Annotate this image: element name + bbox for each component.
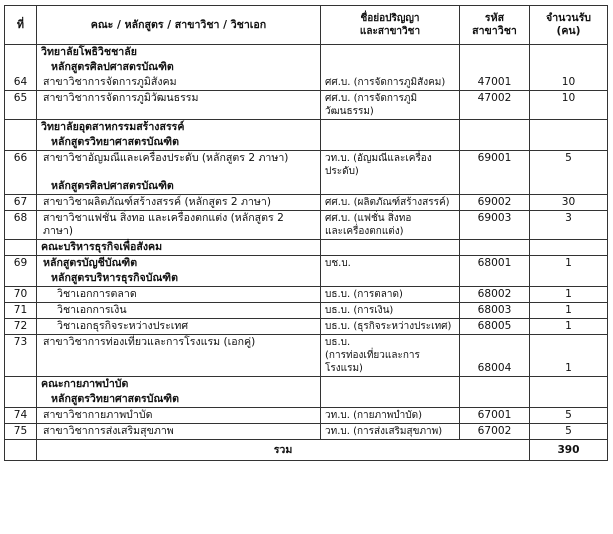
cell-empty bbox=[530, 240, 608, 256]
degree-abbrev bbox=[321, 303, 460, 319]
degree-line1: วท.บ. (อัญมณีและเครื่องประดับ) bbox=[325, 153, 432, 177]
admission-count: 5 bbox=[530, 408, 608, 424]
cell-empty bbox=[460, 271, 530, 287]
major-code: 67001 bbox=[460, 408, 530, 424]
program-name: หลักสูตรวิทยาศาสตรบัณฑิต bbox=[37, 392, 321, 408]
table-row bbox=[5, 303, 608, 319]
faculty-name: คณะบริหารธุรกิจเพื่อสังคม bbox=[37, 240, 321, 256]
degree-abbrev bbox=[321, 424, 460, 440]
degree-line1: วท.บ. (กายภาพบำบัด) bbox=[325, 410, 423, 421]
header-no: ที่ bbox=[5, 6, 37, 45]
header-count bbox=[530, 6, 608, 45]
total-label: รวม bbox=[37, 440, 530, 461]
table-row bbox=[5, 287, 608, 303]
admission-count: 1 bbox=[530, 335, 608, 377]
major-code: 68003 bbox=[460, 303, 530, 319]
table-row bbox=[5, 211, 608, 240]
admission-count: 5 bbox=[530, 151, 608, 180]
row-number: 72 bbox=[5, 319, 37, 335]
admission-count: 5 bbox=[530, 424, 608, 440]
cell-empty bbox=[321, 60, 460, 75]
cell-empty bbox=[321, 45, 460, 61]
cell-no-empty bbox=[5, 45, 37, 61]
major-code: 47001 bbox=[460, 75, 530, 91]
degree-abbrev bbox=[321, 151, 460, 180]
major-code: 68004 bbox=[460, 335, 530, 377]
table-row bbox=[5, 408, 608, 424]
table-row bbox=[5, 335, 608, 377]
degree-line1: ศศ.บ. (แฟชั่น สิ่งทอ bbox=[325, 213, 412, 224]
header-degree bbox=[321, 6, 460, 45]
admission-count: 1 bbox=[530, 303, 608, 319]
degree-line1: บธ.บ. (การเงิน) bbox=[325, 305, 394, 316]
admission-count: 10 bbox=[530, 91, 608, 120]
cell-empty bbox=[460, 179, 530, 195]
table-row bbox=[5, 256, 608, 272]
program-name: หลักสูตรศิลปศาสตรบัณฑิต bbox=[37, 179, 321, 195]
faculty-name: คณะกายภาพบำบัด bbox=[37, 377, 321, 393]
degree-abbrev bbox=[321, 335, 460, 377]
major-code: 47002 bbox=[460, 91, 530, 120]
major-code: 69003 bbox=[460, 211, 530, 240]
row-number: 67 bbox=[5, 195, 37, 211]
cell-empty bbox=[321, 179, 460, 195]
cell-empty bbox=[460, 240, 530, 256]
degree-line1: บธ.บ. (ธุรกิจระหว่างประเทศ) bbox=[325, 321, 452, 332]
table-row bbox=[5, 75, 608, 91]
cell-empty bbox=[460, 135, 530, 151]
cell-no-empty bbox=[5, 392, 37, 408]
header-code-line2: สาขาวิชา bbox=[472, 25, 517, 37]
admission-count: 10 bbox=[530, 75, 608, 91]
table-row bbox=[5, 151, 608, 180]
faculty-name: วิทยาลัยโพธิวิชชาลัย bbox=[37, 45, 321, 61]
cell-no-empty bbox=[5, 120, 37, 136]
cell-empty bbox=[321, 377, 460, 393]
major-code: 67002 bbox=[460, 424, 530, 440]
header-degree-line1: ชื่อย่อปริญญา bbox=[360, 13, 420, 24]
row-number: 70 bbox=[5, 287, 37, 303]
header-code-line1: รหัส bbox=[484, 12, 505, 24]
faculty-row bbox=[5, 120, 608, 136]
degree-line2: และเครื่องตกแต่ง) bbox=[325, 226, 404, 237]
admission-count: 1 bbox=[530, 319, 608, 335]
faculty-row bbox=[5, 45, 608, 61]
program-name: หลักสูตรวิทยาศาสตรบัณฑิต bbox=[37, 135, 321, 151]
degree-abbrev bbox=[321, 319, 460, 335]
cell-empty bbox=[460, 60, 530, 75]
admission-table bbox=[4, 5, 608, 461]
degree-abbrev bbox=[321, 91, 460, 120]
table-row bbox=[5, 319, 608, 335]
program-row bbox=[5, 392, 608, 408]
degree-abbrev bbox=[321, 256, 460, 272]
admission-count: 1 bbox=[530, 287, 608, 303]
program-branch-name: หลักสูตรบัญชีบัณฑิต bbox=[37, 256, 321, 272]
row-number: 68 bbox=[5, 211, 37, 240]
cell-empty bbox=[530, 377, 608, 393]
row-number: 75 bbox=[5, 424, 37, 440]
program-branch-name: สาขาวิชาการจัดการภูมิวัฒนธรรม bbox=[37, 91, 321, 120]
row-number: 73 bbox=[5, 335, 37, 377]
major-code: 68001 bbox=[460, 256, 530, 272]
cell-empty bbox=[460, 120, 530, 136]
header-code bbox=[460, 6, 530, 45]
cell-empty bbox=[530, 392, 608, 408]
row-number: 66 bbox=[5, 151, 37, 180]
degree-abbrev bbox=[321, 195, 460, 211]
cell-empty bbox=[530, 45, 608, 61]
cell-empty bbox=[460, 377, 530, 393]
major-name: วิชาเอกธุรกิจระหว่างประเทศ bbox=[37, 319, 321, 335]
major-code: 68005 bbox=[460, 319, 530, 335]
cell-empty bbox=[530, 271, 608, 287]
cell-no-empty bbox=[5, 271, 37, 287]
program-row bbox=[5, 135, 608, 151]
cell-empty bbox=[530, 135, 608, 151]
cell-no-empty bbox=[5, 179, 37, 195]
row-number: 69 bbox=[5, 256, 37, 272]
table-row bbox=[5, 195, 608, 211]
degree-abbrev bbox=[321, 408, 460, 424]
cell-empty bbox=[321, 392, 460, 408]
program-branch-name: สาขาวิชากายภาพบำบัด bbox=[37, 408, 321, 424]
faculty-row bbox=[5, 240, 608, 256]
program-branch-name: สาขาวิชาผลิตภัณฑ์สร้างสรรค์ (หลักสูตร 2 ภาษา) bbox=[37, 195, 321, 211]
program-branch-name: สาขาวิชาการจัดการภูมิสังคม bbox=[37, 75, 321, 91]
degree-line2: (การท่องเที่ยวและการโรงแรม) bbox=[325, 350, 420, 374]
program-row bbox=[5, 60, 608, 75]
total-value: 390 bbox=[530, 440, 608, 461]
table-header-row bbox=[5, 6, 608, 45]
admission-count: 30 bbox=[530, 195, 608, 211]
degree-line1: วท.บ. (การส่งเสริมสุขภาพ) bbox=[325, 426, 443, 437]
admission-count: 3 bbox=[530, 211, 608, 240]
major-name: วิชาเอกการเงิน bbox=[37, 303, 321, 319]
table-row bbox=[5, 424, 608, 440]
cell-empty bbox=[321, 135, 460, 151]
cell-empty bbox=[530, 60, 608, 75]
cell-empty bbox=[530, 179, 608, 195]
cell-empty bbox=[460, 392, 530, 408]
degree-line1: บธ.บ. (การตลาด) bbox=[325, 289, 403, 300]
degree-abbrev bbox=[321, 287, 460, 303]
program-name: หลักสูตรศิลปศาสตรบัณฑิต bbox=[37, 60, 321, 75]
cell-no-empty bbox=[5, 60, 37, 75]
degree-line1: บช.บ. bbox=[325, 258, 351, 269]
degree-line1: ศศ.บ. (ผลิตภัณฑ์สร้างสรรค์) bbox=[325, 197, 450, 208]
row-number: 65 bbox=[5, 91, 37, 120]
header-name: คณะ / หลักสูตร / สาขาวิชา / วิชาเอก bbox=[37, 6, 321, 45]
header-degree-line2: และสาขาวิชา bbox=[359, 26, 421, 37]
program-row bbox=[5, 271, 608, 287]
header-count-line2: (คน) bbox=[556, 25, 581, 37]
cell-empty bbox=[460, 45, 530, 61]
faculty-name: วิทยาลัยอุตสาหกรรมสร้างสรรค์ bbox=[37, 120, 321, 136]
total-row bbox=[5, 440, 608, 461]
faculty-row bbox=[5, 377, 608, 393]
cell-empty bbox=[321, 271, 460, 287]
header-count-line1: จำนวนรับ bbox=[545, 12, 591, 24]
program-branch-name: สาขาวิชาอัญมณีและเครื่องประดับ (หลักสูตร 2 ภาษา) bbox=[37, 151, 321, 180]
table-row bbox=[5, 91, 608, 120]
cell-no-empty bbox=[5, 377, 37, 393]
cell-empty bbox=[321, 120, 460, 136]
major-code: 69002 bbox=[460, 195, 530, 211]
row-number: 74 bbox=[5, 408, 37, 424]
program-branch-name: สาขาวิชาการส่งเสริมสุขภาพ bbox=[37, 424, 321, 440]
program-name: หลักสูตรบริหารธุรกิจบัณฑิต bbox=[37, 271, 321, 287]
major-name: วิชาเอกการตลาด bbox=[37, 287, 321, 303]
degree-abbrev bbox=[321, 75, 460, 91]
cell-no-empty bbox=[5, 135, 37, 151]
degree-abbrev bbox=[321, 211, 460, 240]
major-code: 68002 bbox=[460, 287, 530, 303]
program-branch-name: สาขาวิชาการท่องเที่ยวและการโรงแรม (เอกคู่) bbox=[37, 335, 321, 377]
cell-empty bbox=[321, 240, 460, 256]
degree-line1: ศศ.บ. (การจัดการภูมิสังคม) bbox=[325, 77, 446, 88]
row-number: 71 bbox=[5, 303, 37, 319]
admission-count: 1 bbox=[530, 256, 608, 272]
degree-line1: บธ.บ. bbox=[325, 337, 351, 348]
major-code: 69001 bbox=[460, 151, 530, 180]
degree-line1: ศศ.บ. (การจัดการภูมิวัฒนธรรม) bbox=[325, 93, 418, 117]
cell-empty bbox=[530, 120, 608, 136]
program-row bbox=[5, 179, 608, 195]
table-body bbox=[5, 45, 608, 440]
program-branch-name: สาขาวิชาแฟชั่น สิ่งทอ และเครื่องตกแต่ง (หลักสูตร 2 ภาษา) bbox=[37, 211, 321, 240]
row-number: 64 bbox=[5, 75, 37, 91]
cell-no-empty bbox=[5, 240, 37, 256]
